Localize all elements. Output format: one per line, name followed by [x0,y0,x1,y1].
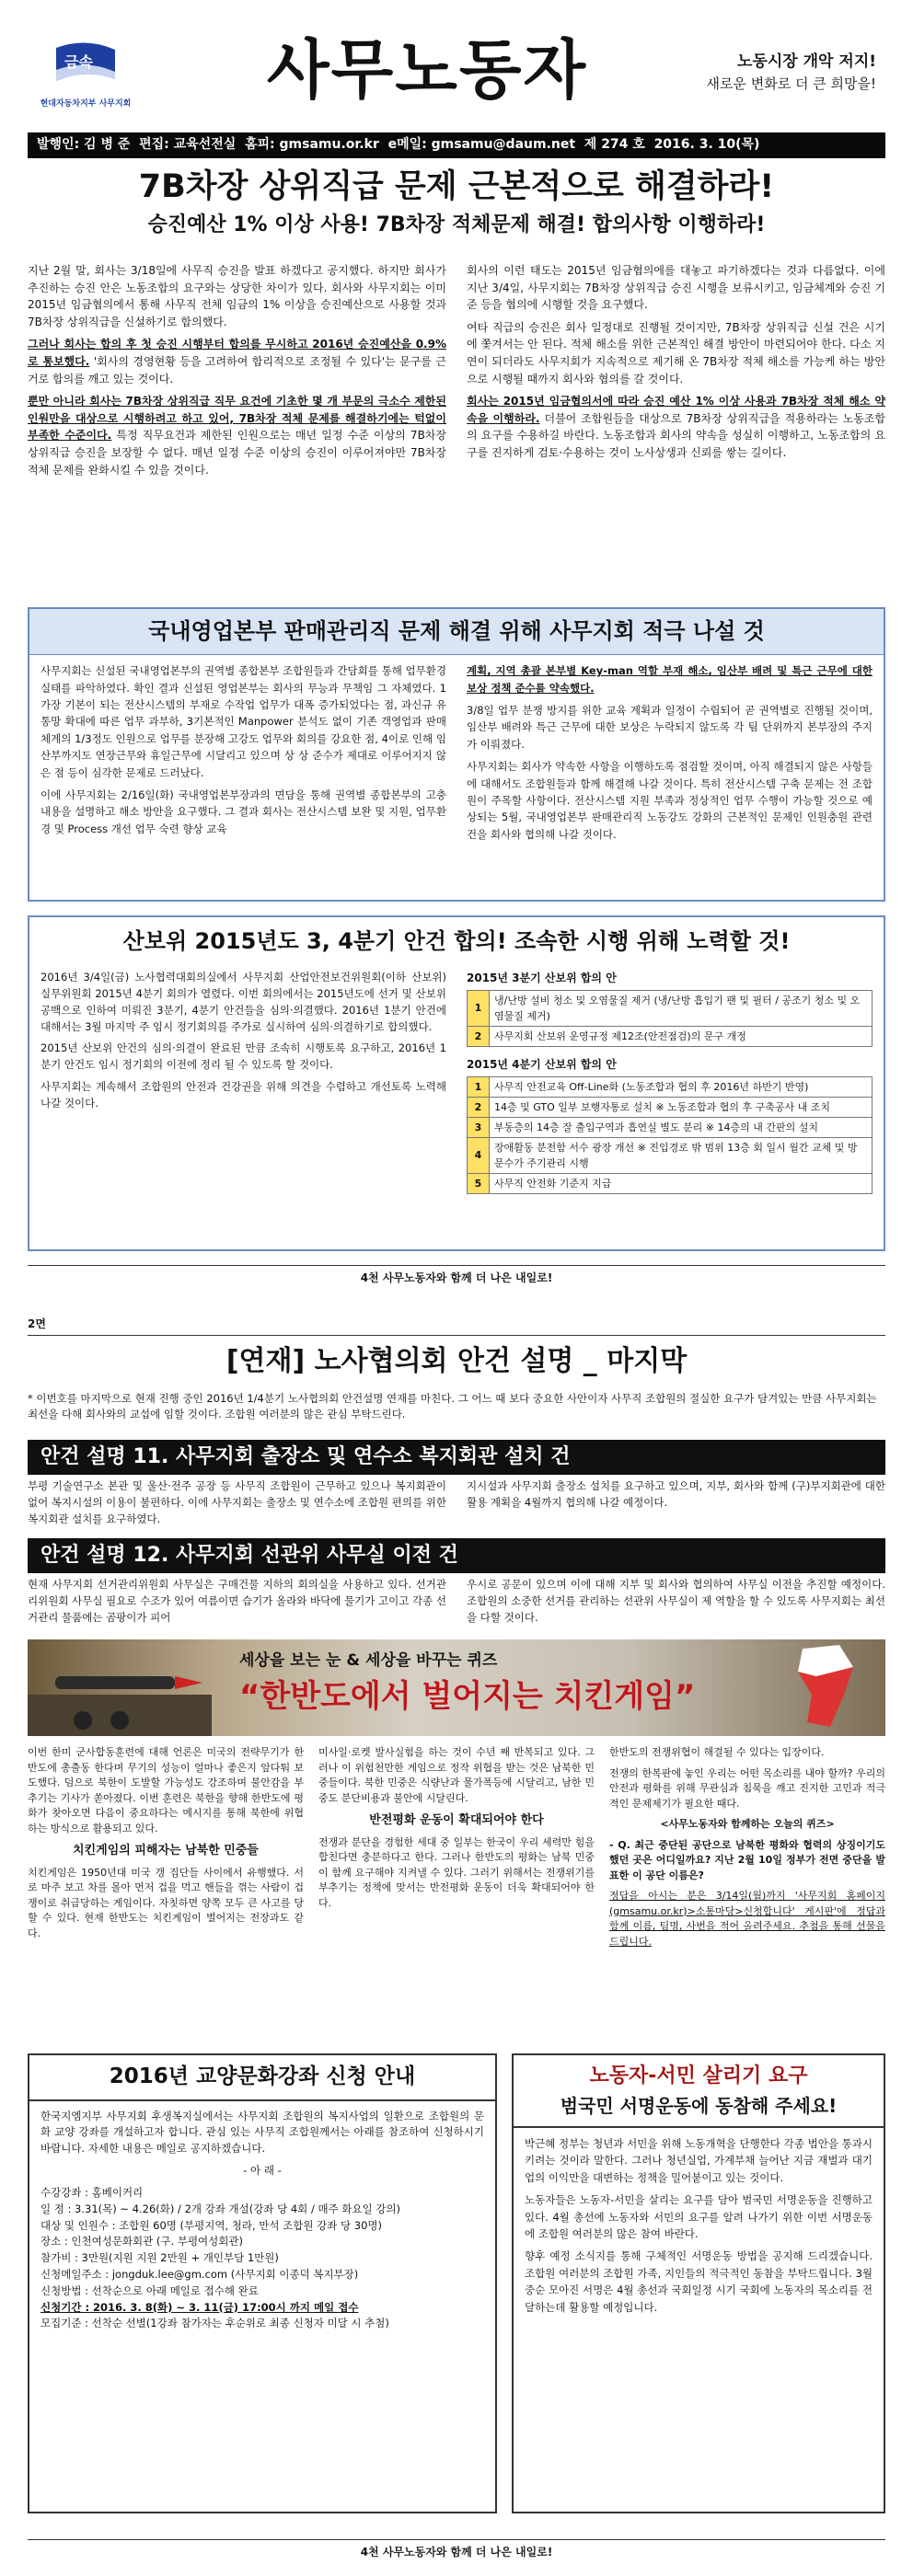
quiz-subheading: <사무노동자와 함께하는 오늘의 퀴즈> [660,1818,835,1830]
petition-title-2: 범국민 서명운동에 동참해 주세요! [514,2092,884,2128]
list-item: 신청메일주소 : jongduk.lee@gm.com (사무지회 이종덕 복지부장) [40,2267,359,2281]
q4-agreement-title: 2015년 4분기 산보위 합의 안 [467,1057,617,1071]
list-item: 신청방법 : 선착순으로 아래 메일로 접수해 완료 [40,2283,259,2297]
panel-paragraph: 이에 사무지회는 2/16일(화) 국내영업본부장과의 면담을 통해 권역별 종합본부의 고충내용을 설명하고 해소 방안을 요구했다. 그 결과 회사는 전산시스템 보완 및 지원, 업무환경 및 Process 개선 업무 숙련 향상 교육 [40,788,446,835]
petition-paragraph: 향후 예정 소식지를 통해 구체적인 서명운동 방법을 공지해 드리겠습니다. 조합원 여러분의 조합원 가족, 지인들의 적극적인 동참을 부탁드립니다. 3월 중순 모아진 서명은 4월 총선과 국회일정 시기 국회에 노동자의 목소리를 전달하는데 활용할 예정입니다. [525,2249,873,2314]
quiz-title: “한반도에서 벌어지는 치킨게임” [239,1678,696,1715]
q4-agreement-table [467,1076,873,1194]
article-paragraph: 여타 직급의 승진은 회사 일정대로 진행될 것이지만, 7B차장 상위직급 신설 건은 시기에 쫓겨서는 안 된다. 적체 해소를 위한 근본적인 해결 방안이 마련되어야 한다. 다소 지연이 되더라도 사무지회가 지속적으로 제기해 온 7B차장 적체 해소를 가능케 하는 방안으로 시행될 때까지 회사와 협의를 갈 것이다. [467,320,885,385]
petition-paragraph: 노동자들은 노동자-서민을 살리는 요구를 담아 범국민 서명운동을 진행하고 있다. 4월 총선에 노동자와 서민의 요구를 알려 나가기 위한 이번 서명운동에 조합원 여러분의 많은 참여 바란다. [525,2193,873,2241]
list-item: 모집기준 : 선착순 선별(1강좌 참가자는 후순위로 최종 신청자 미달 시 추첨) [40,2317,389,2330]
quiz-question: - Q. 최근 중단된 공단으로 남북한 평화와 협력의 상징이기도 했던 곳은 어디일까요? 지난 2월 10일 정부가 전면 중단을 발표한 이 공단 이름은? [609,1838,885,1881]
panel-paragraph: 2015년 산보위 안건의 심의·의결이 완료된 만큼 조속히 시행토록 요구하고, 2016년 1분기 안건도 임시 정기회의 이전에 정리 될 수 있도록 할 것이다. [40,1041,446,1072]
quiz-paragraph: 치킨게임은 1950년대 미국 갱 집단들 사이에서 유행했다. 서로 마주 보고 차를 몰아 먼저 겁을 먹고 핸들을 꺾는 사람이 겁쟁이로 취급당하는 게임이다. 자칫하면 양쪽 모두 큰 사고를 당할 수 있다. 현재 한반도는 치킨게임이 벌어지는 전장과도 같다. [28,1866,304,1939]
item-paragraph: 지시설과 사무지회 출장소 설치를 요구하고 있으며, 지부, 회사와 함께 (구)부지회관에 대한 활용 계획을 4월까지 협의해 나갈 예정이다. [467,1479,885,1509]
list-item: 수강강좌 : 홈베이커리 [40,2185,144,2199]
article-paragraph: 회사의 이런 태도는 2015년 임금협의에를 대놓고 파기하겠다는 것과 다름없다. 이에 지난 3/4일, 사무지회는 7B차장 상위직급 승진 시행을 보류시키고, 임금체계와 승진 기준 등을 협의에 시행할 것을 요구했다. [467,264,885,312]
quiz-paragraph: 한반도의 전쟁위협이 해결될 수 있다는 입장이다. [609,1746,825,1758]
list-item: 장소 : 인천여성문화회관 (구. 부평여성회관) [40,2235,243,2248]
item-paragraph: 현재 사무지회 선거관리위원회 사무실은 구매건물 지하의 회의실을 사용하고 있다. 선거관리위원회 사무실 필요로 수조가 있어 여름이면 습기가 올라와 바닥에 물기가 고이고 각종 선거관리 물품에는 곰팡이가 피어 [28,1578,446,1624]
union-logo [35,42,136,116]
publication-info-bar [28,132,885,158]
petition-notice [512,2053,885,2513]
q3-agreement-title: 2015년 3분기 산보위 합의 안 [467,972,617,985]
article-paragraph: 회사는 2015년 임금협의서에 따라 승진 예산 1% 이상 사용과 7B차장 적체 해소 약속을 이행하라. 더불어 조합원들을 대상으로 7B차장 상위직급을 적용하라는 노동조합의 요구를 수용하길 바란다. 노동조합과 회사의 약속을 성실히 이행하고, 노동조합의 요구를 진지하게 검토·수용하는 것이 노사상생과 신뢰를 쌓는 길이다. [467,395,885,459]
masthead [28,26,885,129]
list-item: 일 정 : 3.31(목) ~ 4.26(화) / 2개 강좌 개설(강좌 당 4회 / 매주 화요일 강의) [40,2202,401,2215]
article-7b-manager [28,262,885,598]
series-intro: * 이번호를 마지막으로 현재 진행 중인 2016년 1/4분기 노사협의회 안건설명 연재를 마친다. 그 어느 때 보다 중요한 사안이자 사무직 조합원의 절실한 요구가 담겨있는 만큼 사무지회는 최선을 다해 회사와의 교섭에 임할 것이다. 조합원 여러분의 많은 관심 부탁드린다. [28,1392,877,1421]
item11-body [28,1478,885,1535]
korea-map-icon [766,1639,876,1736]
education-notice [28,2053,497,2513]
slogan-1: 노동시장 개악 저지! [737,52,876,71]
quiz-paragraph: 전쟁의 한복판에 놓인 우리는 어떤 목소리를 내야 할까? 우리의 안전과 평화를 위해 무관심과 침묵을 깨고 진지한 고민과 적극적인 문제제기가 필요한 때다. [609,1766,885,1810]
item11-title: 안건 설명 11. 사무지회 출장소 및 연수소 복지회관 설치 건 [28,1440,885,1475]
quiz-article [28,1745,885,2044]
article-paragraph: 지난 2월 말, 회사는 3/18일에 사무직 승진을 발표 하겠다고 공지했다. 하지만 회사가 추진하는 승진 안은 노동조합의 요구와는 상당한 차이가 있다. 회사와 사무지회는 이미 2015년 임금협의에서 통해 사무직 전체 임금의 1% 이상을 승진예산으로 사용할 것과 7B차장 상위직급을 신설하기로 합의했다. [28,264,446,328]
slogan-2: 새로운 변화로 더 큰 희망을! [706,75,876,92]
panel-paragraph: 사무지회는 회사가 약속한 사항을 이행하도록 점검할 것이며, 아직 해결되지 않은 사항들에 대해서도 조합원들과 함께 해결해 나갈 것이다. 특히 전산시스템 구축 문제는 전 조합원이 주목할 사항이다. 전산시스템 지원 부족과 정상적인 업무 수행이 가능할 것으로 예상되는 5월, 국내영업본부 판매관리직 노동강도 강화의 근본적인 문제인 인원충원 관련 건을 회사와 협의해 나갈 것이다. [467,760,873,841]
item12-title: 안건 설명 12. 사무지회 선관위 사무실 이전 건 [28,1538,885,1573]
quiz-paragraph: 미사일·로켓 발사실험을 하는 것이 수년 째 반복되고 있다. 그러나 이 위험천만한 게임으로 정작 위협을 받는 것은 남북한 민중들이다. 북한 민중은 식량난과 물가폭등에 시달리고, 남한 민중도 분단비용과 불안에 시달린다. [318,1746,595,1804]
quiz-subheading: 치킨게임의 피해자는 남북한 민중들 [73,1844,259,1857]
education-sub: - 아 래 - [243,2164,282,2178]
quiz-instructions: 정답을 아시는 분은 3/14일(월)까지 '사무지회 홈페이지(gmsamu.or.kr)>소통마당>신청합니다' 게시판'에 정답과 함께 이름, 팀명, 사번을 적어 올려주세요. 추첨을 통해 선물을 드립니다. [609,1890,885,1948]
missile-illustration-icon [28,1639,212,1736]
list-item: 신청기간 : 2016. 3. 8(화) ~ 3. 11(금) 17:00시 까지 메일 접수 [40,2300,359,2314]
panel-paragraph: 3/8일 업무 분쟁 방지를 위한 교육 계획과 일정이 수립되어 곧 권역별로 진행될 것이며, 임산부 배려와 특근 근무에 대한 보상은 누락되지 않도록 각 팀 단위까지 본부장의 주지가 이뤄졌다. [467,703,873,751]
quiz-label: 세상을 보는 눈 & 세상을 바꾸는 퀴즈 [239,1651,498,1670]
safety-panel-title: 산보위 2015년도 3, 4분기 안건 합의! 조속한 시행 위해 노력할 것! [122,928,791,954]
headline-block [28,167,885,241]
table-row: 3 부동층의 14층 잘 출입구역과 흡연실 별도 분리 ※ 14층의 내 간판의 설치 [468,1117,873,1137]
table-row: 1 사무직 안전교육 Off-Line화 (노동조합과 협의 후 2016년 하반기 반영) [468,1076,873,1097]
item-paragraph: 우시로 공문이 있으며 이에 대해 지부 및 회사와 협의하여 사무실 이전을 추진할 예정이다. 조합원의 소중한 선거를 관리하는 선관위 사무실이 제 역할을 할 수 있도록 사무지회는 최선을 다할 것이다. [467,1578,885,1624]
headline-title: 7B차장 상위직급 문제 근본적으로 해결하라! [138,168,775,205]
sales-panel-title: 국내영업본부 판매관리직 문제 해결 위해 사무지회 적극 나설 것 [29,609,884,655]
q3-agreement-table [467,990,873,1047]
safety-committee-panel [28,915,885,1251]
table-row: 2 사무지회 산보위 운영규정 제12조(안전점검)의 문구 개정 [468,1026,873,1046]
education-title: 2016년 교양문화강좌 신청 안내 [29,2055,495,2101]
education-intro: 한국지엠지부 사무지회 후생복지실에서는 사무지회 조합원의 복지사업의 일환으로 조합원의 문화 교양 강좌를 개설하고자 합니다. 관심 있는 사무직 조합원께서는 아래를 참조하여 신청하시기 바랍니다. 자세한 내용은 메일로 공지하겠습니다. [40,2109,484,2156]
item12-body [28,1577,885,1636]
page2-footer: 4천 사무노동자와 함께 더 나은 내일로! [28,2539,885,2561]
newsletter-title: 사무노동자 [267,32,588,108]
publication-info: 발행인: 김 병 준 편집: 교육선전실 홈피: gmsamu.or.kr e메일: gmsamu@daum.net 제 274 호 2016. 3. 10(목) [37,137,760,153]
page1-footer: 4천 사무노동자와 함께 더 나은 내일로! [28,1265,885,1287]
education-list [40,2185,484,2332]
article-paragraph: 뿐만 아니라 회사는 7B차장 상위직급 직무 요건에 기초한 몇 개 부문의 극소수 제한된 인원만을 대상으로 시행하려고 하고 있어, 7B차장 적체 문제를 해결하기에는 턱없이 부족한 수준이다. 특정 직무요건과 제한된 인원으로는 매년 일정 수준 이상의 7B차장 상위직급 승진을 보장할 수 없다. 매년 일정 수준 이상의 승진이 이루어져야만 7B차장 적체 문제를 완화시킬 수 있을 것이다. [28,395,446,477]
table-row: 1 냉/난방 설비 청소 및 오염물질 제거 (냉/난방 흡입기 팬 및 필터 / 공조기 청소 및 오염물질 제거) [468,990,873,1026]
petition-paragraph: 박근혜 정부는 청년과 서민을 위해 노동개혁을 단행한다 각종 법안을 통과시키려는 것이라 말한다. 그러나 청년실업, 가계부채 늘어난 지금 재벌과 대기업의 이익만을 대변하는 정책을 밀어붙이고 있는 것이다. [525,2137,873,2184]
panel-paragraph: 2016년 3/4일(금) 노사협력대회의실에서 사무지회 산업안전보건위원회(이하 산보위) 실무위원회 2015년 4분기 회의가 열렸다. 이번 회의에서는 2015년도에 선거 및 산보위 공백으로 인하여 미뤄진 3분기, 4분기 안건들을 심의·의결했다. 2016년 1분기 안건에 대해서는 3월 마지막 주 임시 정기회의를 주가로 실시하여 심의·의결하기로 합의했다. [40,971,446,1033]
logo-caption: 현대자동차지부 사무지회 [40,99,132,109]
series-title: [연재] 노사협의회 안건 설명 _ 마지막 [225,1345,688,1377]
headline-subtitle: 승진예산 1% 이상 사용! 7B차장 적체문제 해결! 합의사항 이행하라! [147,213,766,236]
item-paragraph: 부평 기술연구소 본관 및 울산·전주 공장 등 사무직 조합원이 근무하고 있으나 복지회관이 없어 복지시설의 이용이 불편하다. 이에 사무지회는 출장소 및 연수소에 조합원 편의를 위한 복지회관 설치를 요구하였다. [28,1479,446,1525]
article-paragraph: 그러나 회사는 합의 후 첫 승진 시행부터 합의를 무시하고 2016년 승진예산을 0.9%로 통보했다. '회사의 경영현황 등을 고려하여 합리적으로 조정될 수 있다'는 문구를 근거로 합의를 깨고 있는 것이다. [28,338,446,385]
panel-paragraph: 계획, 지역 총괄 본부별 Key-man 역할 부재 해소, 임산부 배려 및 특근 근무에 대한 보상 정책 준수를 약속했다. [467,664,873,695]
list-item: 대상 및 인원수 : 조합원 60명 (부평지역, 청라, 만석 조합원 강좌 당 30명) [40,2218,383,2232]
quiz-paragraph: 전쟁과 분단을 경험한 세대 중 일부는 한국이 우리 세력만 힘을 합친다면 충분하다고 한다. 그러나 한반도의 평화는 남북 민중이 함께 요구해야 지켜낼 수 있다. 그러기 위해서는 전쟁위기를 부추기는 정책에 맞서는 반전평화 운동이 더욱 확대되어야 한다. [318,1835,595,1909]
list-item: 참가비 : 3만원(지원 지원 2만원 + 개인부담 1만원) [40,2251,279,2265]
panel-paragraph: 사무지회는 신설된 국내영업본부의 권역별 종합본부 조합원들과 간담회를 통해 업무환경 실태를 파악하였다. 확인 결과 신설된 영업본부는 회사의 무능과 무책임 그 자체였다. 1가장 기본이 되는 전산시스템의 부재로 수작업 업무가 대폭 증가되었다는 점, 과신규 유통망 확대에 따른 업무 과부하, 3기본적인 Manpower 분석도 없이 기존 객영업과 판매 체계의 1/3정도 인원으로 업무를 분장해 고강도 업무와 회의를 강요한 점, 4이로 인해 임산부까지도 연장근무와 휴일근무에 시달리고 있으며 상 상 준수가 제대로 이루어지지 않은 점 등이 심각한 문제로 드러났다. [40,664,446,779]
sales-division-panel [28,607,885,902]
petition-title-1: 노동자-서민 살리기 요구 [589,2064,808,2087]
page2-label: 2면 [28,1316,885,1336]
quiz-paragraph: 이번 한미 군사합동훈련에 대해 언론은 미국의 전략무기가 한반도에 총출동 한다며 무기의 성능이 얼마나 좋은지 앞다퉈 보도했다. 덤으로 북한이 도발할 가능성도 강조하며 불안감을 부추기는 기사가 쏟아졌다. 이번 훈련은 북한을 향해 한반도에 평화가 찾아오면 다음이 중요하다는 메시지를 통해 북한에 위협하는 방식으로 활용되고 있다. [28,1746,304,1834]
table-row: 2 14층 및 GTO 일부 보행자통로 설치 ※ 노동조합과 협의 후 구축공사 내 조치 [468,1097,873,1117]
table-row: 4 장애활동 분전함 서수 광장 개선 ※ 진입경로 밖 범위 13층 회 일시 월간 교체 및 방문수가 주기관리 시행 [468,1137,873,1173]
quiz-banner [28,1639,885,1736]
quiz-subheading: 반전평화 운동이 확대되어야 한다 [369,1813,544,1827]
table-row: 5 사무직 안전화 기준지 지급 [468,1173,873,1193]
logo-text: 금속 [64,53,93,71]
panel-paragraph: 사무지회는 계속해서 조합원의 안전과 건강권을 위해 의견을 수렴하고 개선토록 노력해 나갈 것이다. [40,1080,446,1110]
